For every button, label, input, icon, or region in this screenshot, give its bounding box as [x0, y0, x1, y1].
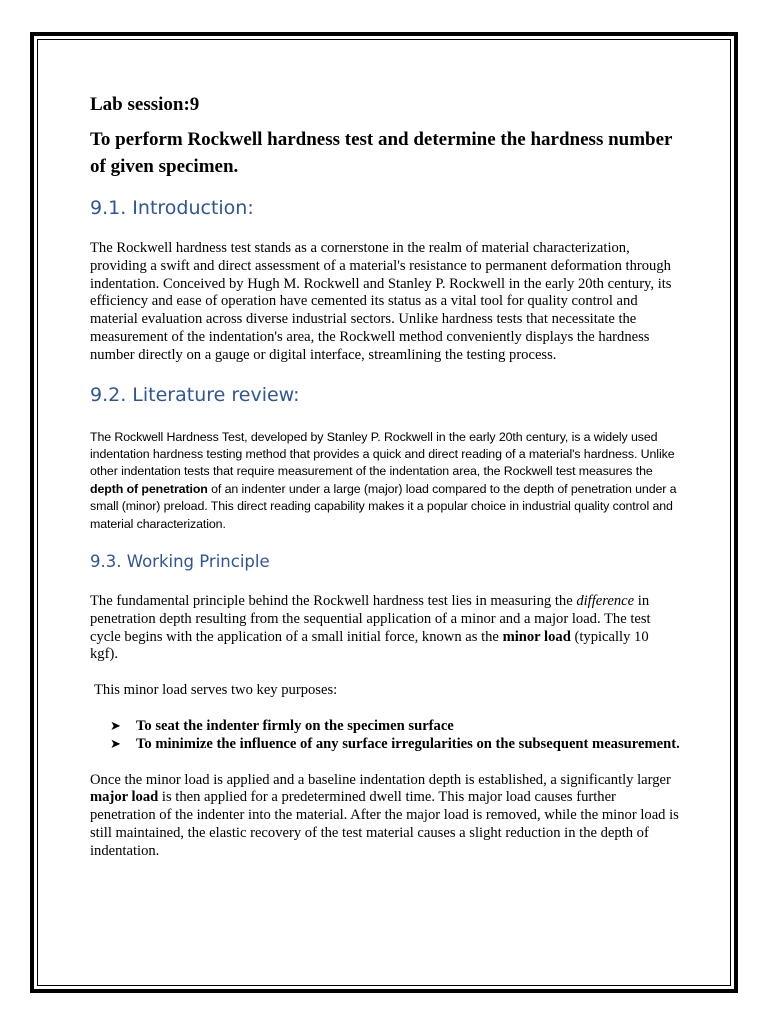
arrowhead-icon: ➤ — [110, 719, 121, 734]
purposes-list — [90, 718, 680, 754]
section-heading-introduction: 9.1. Introduction: — [90, 197, 254, 219]
list-item — [110, 718, 680, 736]
document-body — [90, 92, 680, 861]
italic-text: difference — [576, 593, 635, 610]
lab-session-heading: Lab session:9 — [90, 94, 200, 115]
section-heading-working-principle: 9.3. Working Principle — [90, 552, 270, 572]
list-item-text: To minimize the influence of any surface irregularities on the subsequent measurement. — [136, 735, 680, 752]
section-heading-literature-review: 9.2. Literature review: — [90, 383, 300, 406]
literature-paragraph — [90, 429, 680, 533]
text: (typically 10 kgf). — [90, 628, 649, 663]
principle-paragraph — [90, 593, 680, 664]
bold-text: depth of penetration — [90, 481, 208, 496]
bold-text: major load — [90, 789, 159, 806]
list-item — [110, 736, 680, 754]
text: Once the minor load is applied and a baseline indentation depth is established, a significantly larger — [90, 771, 671, 788]
bold-text: minor load — [502, 628, 571, 645]
document-title: To perform Rockwell hardness test and determine the hardness number of given specimen. — [90, 129, 673, 177]
text: The Rockwell Hardness Test, developed by Stanley P. Rockwell in the early 20th century, is a widely used indentation hardness testing method that provides a quick and direct reading of a material's hardness. Unlike other indentation tests that require measurement of the indentation area, the Rockwell test measures the — [90, 429, 675, 479]
final-paragraph — [90, 772, 680, 861]
text: of an indenter under a large (major) load compared to the depth of penetration under a small (minor) preload. This direct reading capability makes it a popular choice in industrial quality control and material characterization. — [90, 481, 677, 531]
purposes-intro: This minor load serves two key purposes: — [94, 682, 338, 699]
arrowhead-icon: ➤ — [110, 736, 121, 752]
text: is then applied for a predetermined dwell time. This major load causes further penetration of the indenter into the material. After the major load is removed, while the minor load is still maintained, the elastic recovery of the test material causes a slight reduction in the depth of indentation. — [90, 789, 679, 859]
introduction-paragraph: The Rockwell hardness test stands as a cornerstone in the realm of material characterization, providing a swift and direct assessment of a material's resistance to permanent deformation through indentation. Conceived by Hugh M. Rockwell and Stanley P. Rockwell in the early 20th century, its efficiency and ease of operation have cemented its status as a vital tool for quality control and material evaluation across diverse industrial sectors. Unlike hardness tests that necessitate the measurement of the indentation's area, the Rockwell method conveniently displays the hardness number directly on a gauge or digital interface, streamlining the testing process. — [90, 240, 672, 363]
text: in penetration depth resulting from the sequential application of a minor and a major load. The test cycle begins with the application of a small initial force, known as the — [90, 593, 651, 645]
list-item-text: To seat the indenter firmly on the specimen surface — [136, 718, 454, 734]
text: The fundamental principle behind the Rockwell hardness test lies in measuring the — [90, 593, 577, 610]
